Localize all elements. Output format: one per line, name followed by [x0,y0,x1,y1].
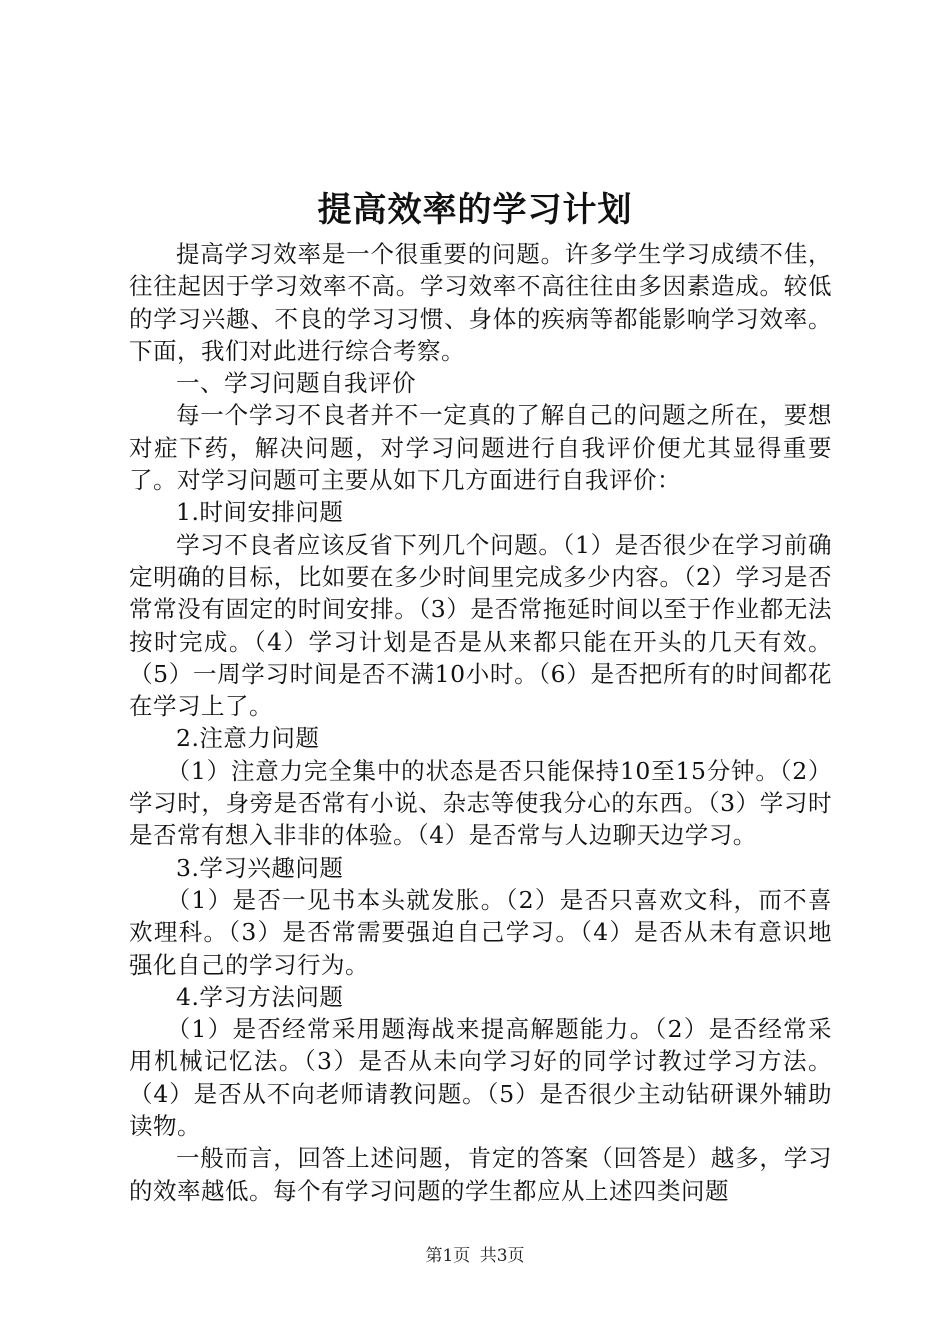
paragraph-method: （1）是否经常采用题海战来提高解题能力。（2）是否经常采用机械记忆法。（3）是否从未向学习好的同学讨教过学习方法。（4）是否从不向老师请教问题。（5）是否很少主动钻研课外辅助读物。 [129,1015,832,1141]
document-body [129,238,832,1207]
paragraph-intro: 提高学习效率是一个很重要的问题。许多学生学习成绩不佳，往往起因于学习效率不高。学习效率不高往往由多因素造成。较低的学习兴趣、不良的学习习惯、身体的疾病等都能影响学习效率。下面，我们对此进行综合考察。 [129,240,832,365]
page-number: 第1页 [425,1246,471,1266]
paragraph-self-evaluation: 每一个学习不良者并不一定真的了解自己的问题之所在，要想对症下药，解决问题，对学习问题进行自我评价便尤其显得重要了。对学习问题可主要从如下几方面进行自我评价： [129,401,832,495]
subheading-method: 4.学习方法问题 [176,982,344,1011]
section-heading-self-evaluation: 一、学习问题自我评价 [176,369,416,398]
subheading-interest: 3.学习兴趣问题 [176,853,344,882]
paragraph-attention: （1）注意力完全集中的状态是否只能保持10至15分钟。（2）学习时，身旁是否常有小说、杂志等使我分心的东西。（3）学习时是否常有想入非非的体验。（4）是否常与人边聊天边学习。 [129,756,832,850]
subheading-attention: 2.注意力问题 [176,724,320,753]
paragraph-conclusion: 一般而言，回答上述问题，肯定的答案（回答是）越多，学习的效率越低。每个有学习问题的学生都应从上述四类问题 [129,1144,832,1205]
paragraph-time-arrangement: 学习不良者应该反省下列几个问题。（1）是否很少在学习前确定明确的目标，比如要在多少时间里完成多少内容。（2）学习是否常常没有固定的时间安排。（3）是否常拖延时间以至于作业都无法按时完成。（4）学习计划是否是从来都只能在开头的几天有效。（5）一周学习时间是否不满10小时。（6）是否把所有的时间都花在学习上了。 [129,530,832,721]
page-total: 共3页 [479,1246,525,1266]
subheading-time-arrangement: 1.时间安排问题 [176,498,344,527]
page-footer [0,1244,950,1268]
document-title: 提高效率的学习计划 [317,190,633,230]
paragraph-interest: （1）是否一见书本头就发胀。（2）是否只喜欢文科，而不喜欢理科。（3）是否常需要强迫自己学习。（4）是否从未有意识地强化自己的学习行为。 [129,885,832,979]
